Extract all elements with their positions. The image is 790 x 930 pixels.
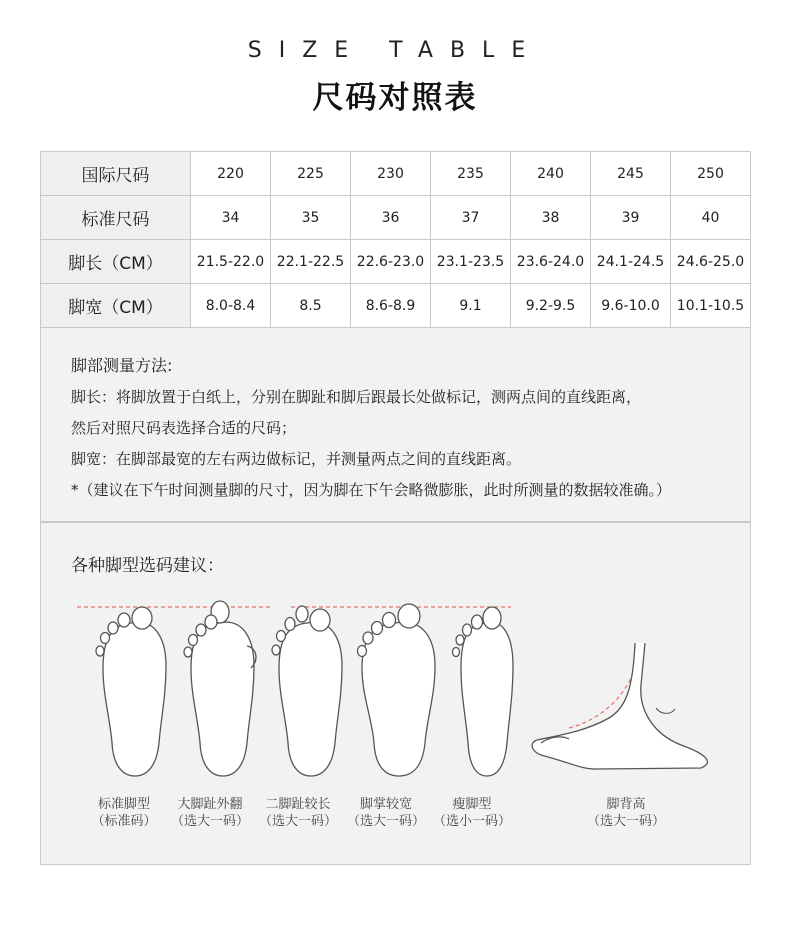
foot-wide-icon: [358, 604, 436, 776]
foot-type-advice: （选大一码）: [346, 814, 425, 829]
table-cell: 235: [431, 152, 511, 196]
table-cell: 23.6-24.0: [511, 240, 591, 284]
table-cell: 9.6-10.0: [591, 284, 671, 328]
foot-standard-icon: [96, 607, 166, 776]
foot-high-instep-icon: [532, 643, 707, 769]
table-row-foot-length: [41, 240, 751, 284]
shapes-title: 各种脚型选码建议：: [71, 556, 224, 576]
table-cell: 36: [351, 196, 431, 240]
method-title: 脚部测量方法:: [71, 356, 173, 375]
foot-type-name: 脚背高: [606, 797, 646, 812]
table-row-standard-size: [41, 196, 751, 240]
table-cell: 23.1-23.5: [431, 240, 511, 284]
foot-caption-slim: [427, 796, 517, 830]
title-chinese: 尺码对照表: [312, 80, 478, 116]
table-cell: 34: [191, 196, 271, 240]
table-row-intl-size: [41, 152, 751, 196]
foot-type-advice: （选大一码）: [170, 814, 249, 829]
table-cell: 225: [271, 152, 351, 196]
row-label: 脚长（CM）: [41, 240, 191, 284]
table-cell: 39: [591, 196, 671, 240]
table-cell: 230: [351, 152, 431, 196]
foot-caption-high-instep: [581, 796, 671, 830]
table-cell: 22.1-22.5: [271, 240, 351, 284]
table-cell: 38: [511, 196, 591, 240]
table-cell: 35: [271, 196, 351, 240]
foot-bunion-icon: [184, 601, 256, 776]
title-english: SIZE TABLE: [247, 38, 543, 63]
table-cell: 8.6-8.9: [351, 284, 431, 328]
table-row-foot-width: [41, 284, 751, 328]
table-cell: 8.0-8.4: [191, 284, 271, 328]
table-cell: 21.5-22.0: [191, 240, 271, 284]
table-cell: 24.1-24.5: [591, 240, 671, 284]
foot-caption-wide: [341, 796, 431, 830]
foot-type-advice: （标准码）: [91, 814, 157, 829]
foot-type-advice: （选大一码）: [258, 814, 337, 829]
foot-slim-icon: [453, 607, 514, 776]
table-cell: 22.6-23.0: [351, 240, 431, 284]
foot-shapes-panel: [40, 522, 751, 865]
table-cell: 240: [511, 152, 591, 196]
row-label: 国际尺码: [41, 152, 191, 196]
method-line: 脚宽：在脚部最宽的左右两边做标记，并测量两点之间的直线距离。: [71, 450, 522, 468]
table-cell: 9.1: [431, 284, 511, 328]
table-cell: 10.1-10.5: [671, 284, 751, 328]
foot-type-advice: （选小一码）: [432, 814, 511, 829]
foot-type-name: 脚掌较宽: [359, 797, 412, 812]
foot-type-name: 标准脚型: [97, 797, 150, 812]
table-cell: 40: [671, 196, 751, 240]
table-cell: 8.5: [271, 284, 351, 328]
row-label: 脚宽（CM）: [41, 284, 191, 328]
foot-caption-long-second-toe: [253, 796, 343, 830]
measurement-method-panel: [40, 328, 751, 522]
table-cell: 9.2-9.5: [511, 284, 591, 328]
foot-caption-standard: [79, 796, 169, 830]
table-cell: 220: [191, 152, 271, 196]
row-label: 标准尺码: [41, 196, 191, 240]
table-cell: 245: [591, 152, 671, 196]
table-cell: 37: [431, 196, 511, 240]
size-table: [40, 151, 751, 328]
foot-type-name: 二脚趾较长: [265, 797, 331, 812]
table-cell: 24.6-25.0: [671, 240, 751, 284]
foot-type-name: 大脚趾外翻: [177, 797, 243, 812]
foot-type-advice: （选大一码）: [586, 814, 665, 829]
method-note: *（建议在下午时间测量脚的尺寸，因为脚在下午会略微膨胀，此时所测量的数据较准确。）: [71, 481, 672, 499]
foot-type-name: 瘦脚型: [452, 797, 492, 812]
foot-caption-bunion: [165, 796, 255, 830]
table-cell: 250: [671, 152, 751, 196]
method-line: 脚长：将脚放置于白纸上，分别在脚趾和脚后跟最长处做标记，测两点间的直线距离，: [71, 388, 642, 406]
method-line: 然后对照尺码表选择合适的尺码；: [71, 419, 297, 437]
foot-long-second-toe-icon: [272, 606, 342, 776]
